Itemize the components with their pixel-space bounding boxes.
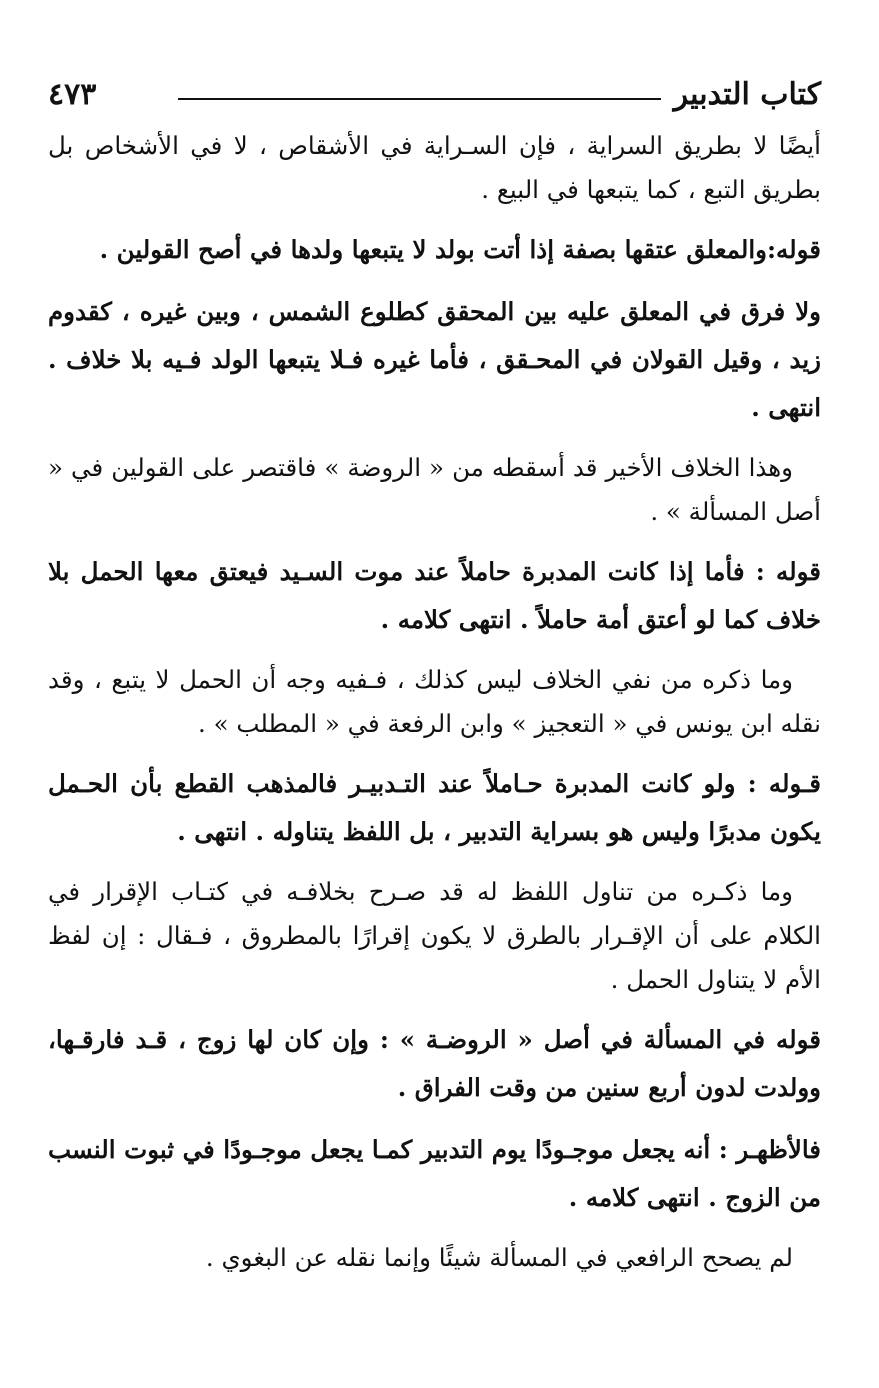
page-header xyxy=(48,70,821,118)
quoted-statement: قـوله : ولو كانت المدبرة حـاملاً عند التـدبيـر فالمذهب القطع بأن الحـمل يكون مدبرًا وليس هو بسراية التدبير ، بل اللفظ يتناوله . انتهى . xyxy=(48,769,821,846)
paragraph: أيضًا لا بطريق السراية ، فإن السـراية في الأشقاص ، لا في الأشخاص بل بطريق التبع ، كما يتبعها في البيع . xyxy=(48,131,821,204)
commentary-paragraph: وما ذكره من نفي الخلاف ليس كذلك ، فـفيه وجه أن الحمل لا يتبع ، وقد نقله ابن يونس في « التعجيز » وابن الرفعة في « المطلب » . xyxy=(48,665,821,738)
page-body xyxy=(48,124,821,1280)
commentary-paragraph: وما ذكـره من تناول اللفظ له قد صـرح بخلافـه في كتـاب الإقرار في الكلام على أن الإقـرار بالطرق لا يكون إقرارًا بالمطروق ، فـقال : إن لفظ الأم لا يتناول الحمل . xyxy=(48,877,821,994)
quoted-statement: قوله في المسألة في أصل « الروضـة » : وإن كان لها زوج ، قـد فارقـها، وولدت لدون أربع سنين من وقت الفراق . xyxy=(48,1025,821,1102)
quoted-statement: فالأظهـر : أنه يجعل موجـودًا يوم التدبير كمـا يجعل موجـودًا في ثبوت النسب من الزوج . انتهى كلامه . xyxy=(48,1135,821,1212)
running-title: كتاب التدبير xyxy=(673,76,821,112)
quoted-statement: قوله : فأما إذا كانت المدبرة حاملاً عند موت السـيد فيعتق معها الحمل بلا خلاف كما لو أعتق أمة حاملاً . انتهى كلامه . xyxy=(48,557,821,634)
commentary-paragraph: لم يصحح الرافعي في المسألة شيئًا وإنما نقله عن البغوي . xyxy=(205,1243,793,1272)
header-rule xyxy=(178,98,661,100)
quoted-statement: ولا فرق في المعلق عليه بين المحقق كطلوع الشمس ، وبين غيره ، كقدوم زيد ، وقيل القولان في المحـقق ، فأما غيره فـلا يتبعها الولد فـيه بلا خلاف . انتهى . xyxy=(48,297,821,422)
quoted-statement: قوله:والمعلق عتقها بصفة إذا أتت بولد لا يتبعها ولدها في أصح القولين . xyxy=(99,235,821,264)
commentary-paragraph: وهذا الخلاف الأخير قد أسقطه من « الروضة » فاقتصر على القولين في « أصل المسألة » . xyxy=(48,453,821,526)
page-number: ٤٧٣ xyxy=(48,76,97,112)
